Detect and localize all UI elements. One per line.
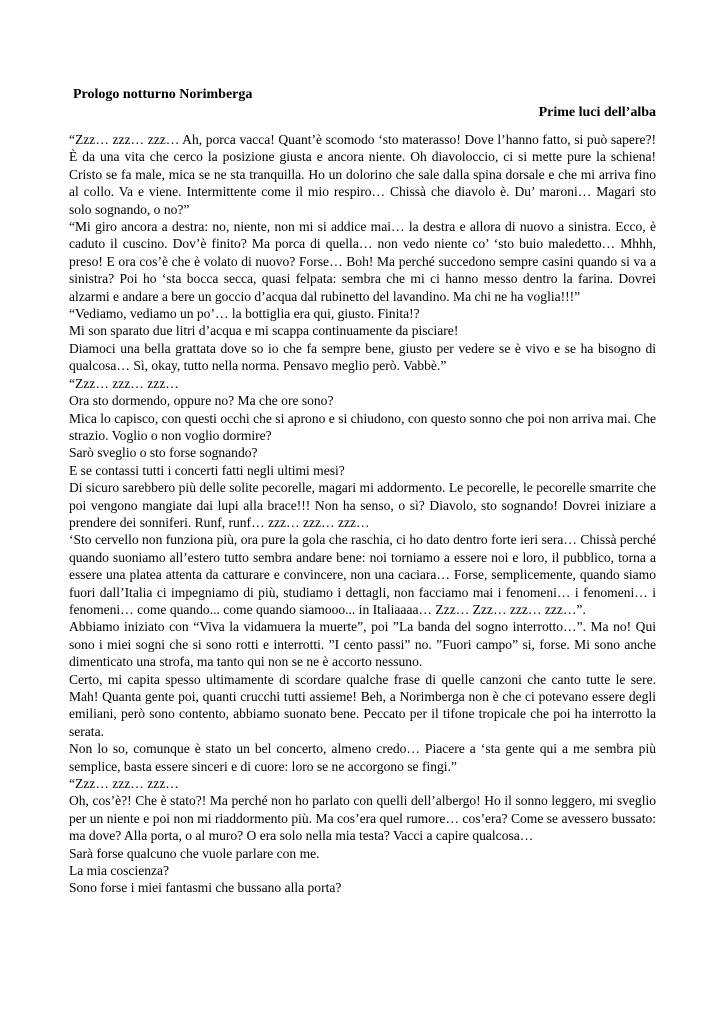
paragraph: “Vediamo, vediamo un po’… la bottiglia era qui, giusto. Finita!? — [69, 306, 420, 322]
document-subtitle: Prime luci dell’alba — [538, 105, 656, 120]
paragraph: Mica lo capisco, con questi occhi che si aprono e si chiudono, con questo sonno che poi non arriva mai. Che strazio. Voglio o non voglio dormire? — [69, 410, 656, 443]
paragraph: “Zzz… zzz… zzz… — [69, 776, 179, 792]
paragraph: E se contassi tutti i concerti fatti negli ultimi mesi? — [69, 462, 345, 478]
paragraph: “Zzz… zzz… zzz… — [69, 375, 179, 391]
document-body — [69, 131, 656, 897]
paragraph: “Mi giro ancora a destra: no, niente, non mi si addice mai… la destra e allora di nuovo a sinistra. Ecco, è caduto il cuscino. Dov’è finito? Ma porca di quella… non vedo niente co’ ‘sto buio maledetto… Mhhh, preso! E ora cos’è che è volato di nuovo? Forse… Boh! Ma perché succedono sempre casini quando si va a sinistra? Poi ho ‘sta bocca secca, quasi felpata: sembra che mi ci hanno messo dentro la farina. Dovrei alzarmi e andare a bere un goccio d’acqua dal rubinetto del lavandino. Ma chi ne ha voglia!!!” — [69, 219, 656, 304]
paragraph: ‘Sto cervello non funziona più, ora pure la gola che raschia, ci ho dato dentro forte ieri sera… Chissà perché quando suoniamo all’estero tutto sembra andare bene: noi torniamo a essere noi e loro, il pubblico, torna a essere una platea attenta da catturare e convincere, non una caciara… Forse, semplicemente, quando siamo fuori dall’Italia ci impegniamo di più, studiamo i dettagli, non facciamo mai i fenomeni… i fenomeni… i fenomeni… come quando... come quando siamooo... in Italiaaaa… Zzz… Zzz… zzz… zzz…”. — [69, 532, 656, 617]
paragraph: Sarò sveglio o sto forse sognando? — [69, 445, 258, 461]
paragraph: “Zzz… zzz… zzz… Ah, porca vacca! Quant’è scomodo ‘sto materasso! Dove l’hanno fatto, si può sapere?! È da una vita che cerco la posizione giusta e ancora niente. Oh diavoloccio, ci si mette pure la schiena! Cristo se fa male, mica se ne sta tranquilla. Ho un dolorino che sale dalla spina dorsale e che mi arriva fino al collo. Va e viene. Intermittente come il mio respiro… Chissà che diavolo è. Du’ maroni… Magari sto solo sognando, o no?” — [69, 132, 656, 217]
paragraph: Diamoci una bella grattata dove so io che fa sempre bene, giusto per vedere se è vivo e se ha bisogno di qualcosa… Sì, okay, tutto nella norma. Pensavo meglio però. Vabbè.” — [69, 340, 656, 374]
paragraph: Oh, cos’è?! Che è stato?! Ma perché non ho parlato con quelli dell’albergo! Ho il sonno leggero, mi sveglio per un niente e poi non mi riaddormento più. Ma cos’era quel rumore… cos’era? Come se avessero bussato: ma dove? Alla porta, o al muro? O era solo nella mia testa? Vacci a capire qualcosa… — [69, 793, 656, 844]
paragraph: Non lo so, comunque è stato un bel concerto, almeno credo… Piacere a ‘sta gente qui a me sembra più semplice, basta essere sinceri e di cuore: loro se ne accorgono se fingi.” — [69, 741, 656, 774]
paragraph: Mi son sparato due litri d’acqua e mi scappa continuamente da pisciare! — [69, 323, 459, 339]
paragraph: Sono forse i miei fantasmi che bussano alla porta? — [69, 880, 342, 896]
paragraph: Abbiamo iniziato con “Viva la vidamuera la muerte”, poi ”La banda del sogno interrotto…”. Ma no! Qui sono i miei sogni che si sono rotti e interrotti. ”I cento passi” no. ”Fuori campo” si, forse. Mi sono anche dimenticato una strofa, ma tanto qui non se ne è accorto nessuno. — [69, 619, 656, 670]
paragraph: La mia coscienza? — [69, 863, 170, 879]
paragraph: Certo, mi capita spesso ultimamente di scordare qualche frase di quelle canzoni che canto tutte le sere. Mah! Quanta gente poi, quanti crucchi tutti assieme! Beh, a Norimberga non è che ci potevano essere degli emiliani, però sono contento, abbiamo suonato bene. Peccato per il tifone tropicale che poi ha interrotto la serata. — [69, 671, 656, 739]
paragraph: Ora sto dormendo, oppure no? Ma che ore sono? — [69, 393, 334, 409]
paragraph: Di sicuro sarebbero più delle solite pecorelle, magari mi addormento. Le pecorelle, le pecorelle smarrite che poi vengono mangiate dai lupi alla brace!!! Non ha senso, o sì? Diavolo, sto sognando! Dovrei iniziare a prendere dei sonniferi. Runf, runf… zzz… zzz… zzz… — [69, 480, 656, 530]
document-title: Prologo notturno Norimberga — [73, 87, 253, 102]
paragraph: Sarà forse qualcuno che vuole parlare con me. — [69, 845, 320, 861]
